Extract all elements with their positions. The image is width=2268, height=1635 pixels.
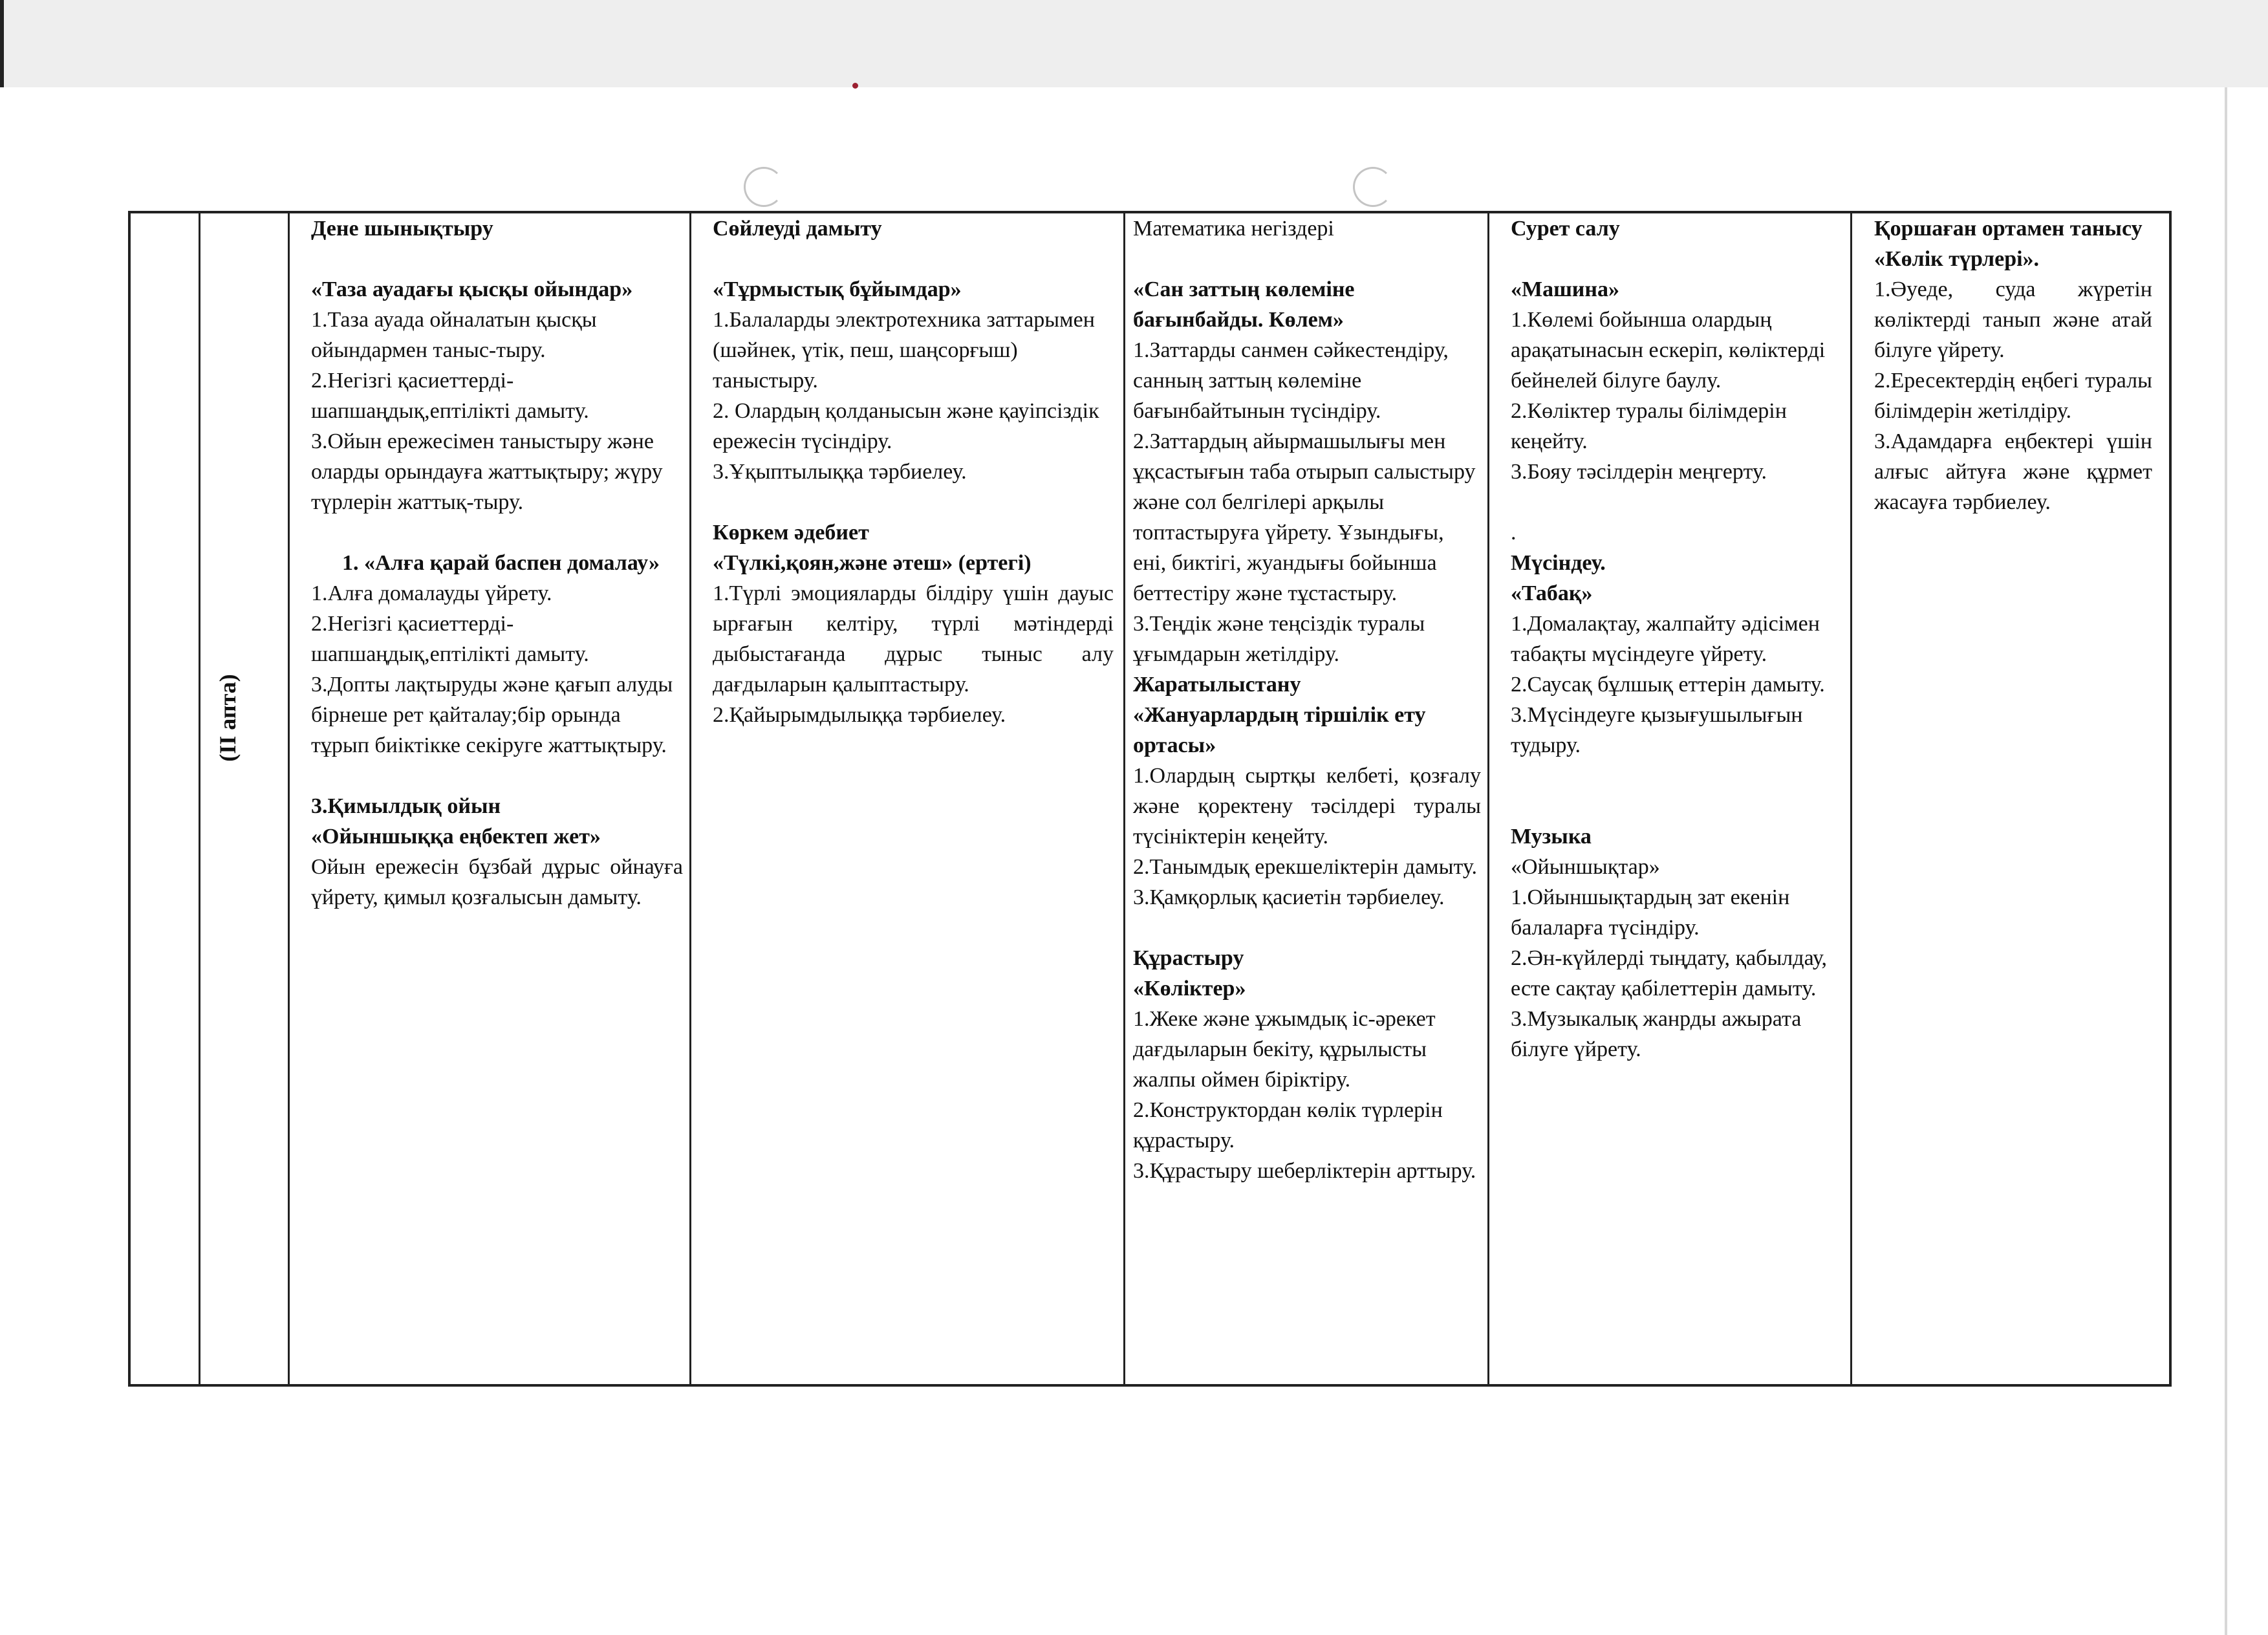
column-heading: Қоршаған ортамен танысу <box>1874 217 2143 241</box>
list-item: 3.Теңдік және теңсіздік туралы ұғымдарын жетілдіру. <box>1133 612 1425 666</box>
list-item: 1.Заттарды санмен сәйкестендіру, санның заттың көлеміне бағынбайтынын түсіндіру. 2.Заттардың айырмашылығы мен ұқсастығын таба отырып салыстыру және сол белгілері арқылы топтастыруға үйрету. Ұзындығы, ені, биктігі, жуандығы бойынша беттестіру және тұстастыру. <box>1133 338 1476 605</box>
lesson-title: «Таза ауадағы қысқы ойындар» <box>311 277 633 301</box>
row-divider <box>128 1384 1123 1386</box>
subject-heading: Көркем әдебиет <box>713 521 869 545</box>
scan-top-margin <box>0 0 2268 87</box>
week-label: (ІІ апта) <box>215 674 241 762</box>
lesson-title: 1. «Алға қарай баспен домалау» <box>364 548 683 578</box>
column-drawing <box>1511 213 1847 1065</box>
list-item: 1.Таза ауада ойналатын қысқы ойындармен таныс-тыру. <box>311 308 597 362</box>
scan-right-edge <box>2225 87 2227 1635</box>
lesson-title: «Ойыншыққа еңбектеп жет» <box>311 825 601 849</box>
list-item: 1.Әуеде, суда жүретін көліктерді танып және атай білуге үйрету. <box>1874 277 2152 362</box>
column-heading: Дене шынықтыру <box>311 217 493 241</box>
column-heading: Математика негіздері <box>1133 217 1334 241</box>
subject-heading: Жаратылыстану <box>1133 673 1301 697</box>
list-item: 2.Ересектердің еңбегі туралы білімдерін жетілдіру. <box>1874 369 2152 423</box>
list-item: 1.Балаларды электротехника заттарымен (шәйнек, үтік, пеш, шаңсорғыш) таныстыру. <box>713 308 1095 393</box>
list-item: 1.Алға домалауды үйрету. <box>311 581 552 605</box>
list-item: 3.Допты лақтыруды және қағып алуды бірнеше рет қайталау;бір орында тұрып биіктікке секіруге жаттықтыру. <box>311 673 673 757</box>
list-item: 1.Олардың сыртқы келбеті, қозғалу және қоректену тәсілдері туралы түсініктерін кеңейту. <box>1133 764 1481 849</box>
list-item: 2.Негізгі қасиеттерді-шапшаңдық,ептілікті дамыту. <box>311 369 589 423</box>
column-divider <box>288 211 290 1387</box>
ink-dot <box>852 83 858 89</box>
column-divider <box>1487 211 1489 1387</box>
list-item: 3.Ұқыптылыққа тәрбиелеу. <box>713 460 967 484</box>
list-item: 1.Көлемі бойынша олардың арақатынасын ескеріп, көліктерді бейнелей білуге баулу. <box>1511 308 1826 393</box>
lesson-title: «Жануарлардың тіршілік ету ортасы» <box>1133 703 1426 757</box>
column-heading: Сөйлеуді дамыту <box>713 217 882 241</box>
column-divider <box>689 211 691 1387</box>
list-item: 3.Қамқорлық қасиетін тәрбиелеу. <box>1133 885 1445 909</box>
column-speech-development <box>713 213 1114 730</box>
list-item: 2.Көліктер туралы білімдерін кеңейту. <box>1511 399 1787 453</box>
list-item: 2.Саусақ бұлшық еттерін дамыту. <box>1511 673 1825 697</box>
column-environment <box>1874 213 2152 517</box>
lesson-title: 3.Қимылдық ойын <box>311 794 501 818</box>
punch-hole-left <box>744 167 784 207</box>
list-item: 1.Түрлі эмоцияларды білдіру үшін дауыс ырғағын келтіру, түрлі мәтіндерді дыбыстағанда дұрыс тыныс алу дағдыларын қалыптастыру. <box>713 581 1114 697</box>
list-item: 3.Бояу тәсілдерін меңгерту. <box>1511 460 1767 484</box>
list-item: 3.Музыкалық жанрды ажырата білуге үйрету. <box>1511 1007 1802 1061</box>
lesson-title: «Ойыншықтар» <box>1511 855 1660 879</box>
list-item: 1.Жеке және ұжымдық іс-әрекет дағдыларын бекіту, құрылысты жалпы оймен біріктіру. 2.Конструктордан көлік түрлерін құрастыру. <box>1133 1007 1443 1153</box>
lesson-title: «Тұрмыстық бұйымдар» <box>713 277 962 301</box>
list-item: 3.Құрастыру шеберліктерін арттыру. <box>1133 1159 1476 1183</box>
list-item: 2.Танымдық ерекшеліктерін дамыту. <box>1133 855 1478 879</box>
lesson-title: «Көліктер» <box>1133 977 1246 1001</box>
subject-heading: Мүсіндеу. <box>1511 551 1606 575</box>
list-item: 3.Ойын ережесімен таныстыру және оларды орындауға жаттықтыру; жүру түрлерін жаттық-тыру. <box>311 429 663 514</box>
list-item: 2.Қайырымдылыққа тәрбиелеу. <box>713 703 1006 727</box>
lesson-title: «Түлкі,қоян,және әтеш» (ертегі) <box>713 551 1031 575</box>
subject-heading: Музыка <box>1511 825 1592 849</box>
list-item: 3.Адамдарға еңбектері үшін алғыс айтуға және құрмет жасауға тәрбиелеу. <box>1874 429 2152 514</box>
list-item: 3.Мүсіндеуге қызығушылығын тудыру. <box>1511 703 1803 757</box>
list-item: 2. Олардың қолданысын және қауіпсіздік ережесін түсіндіру. <box>713 399 1099 453</box>
list-item: 2.Ән-күйлерді тыңдату, қабылдау, есте сақтау қабілеттерін дамыту. <box>1511 946 1828 1001</box>
column-divider <box>199 211 200 1387</box>
column-divider <box>1123 211 1125 1387</box>
column-mathematics <box>1133 213 1481 1186</box>
column-heading: Сурет салу <box>1511 217 1620 241</box>
scan-left-edge <box>0 0 4 87</box>
list-item: 2.Негізгі қасиеттерді-шапшаңдық,ептілікті дамыту. <box>311 612 589 666</box>
list-item: 1.Ойыншықтардың зат екенін балаларға түсіндіру. <box>1511 885 1790 940</box>
lesson-title: «Көлік түрлері». <box>1874 247 2040 271</box>
lesson-title: «Сан заттың көлеміне бағынбайды. Көлем» <box>1133 277 1355 332</box>
list-item: 1.Домалақтау, жалпайту әдісімен табақты мүсіндеуге үйрету. <box>1511 612 1820 666</box>
punch-hole-right <box>1353 167 1393 207</box>
column-physical-education <box>311 213 683 913</box>
stray-dot: . <box>1511 521 1517 545</box>
lesson-title: «Машина» <box>1511 277 1619 301</box>
subject-heading: Құрастыру <box>1133 946 1244 970</box>
lesson-title: «Табақ» <box>1511 581 1593 605</box>
column-divider <box>1850 211 1852 1387</box>
list-item: Ойын ережесін бұзбай дұрыс ойнауға үйрету, қимыл қозғалысын дамыту. <box>311 855 683 909</box>
